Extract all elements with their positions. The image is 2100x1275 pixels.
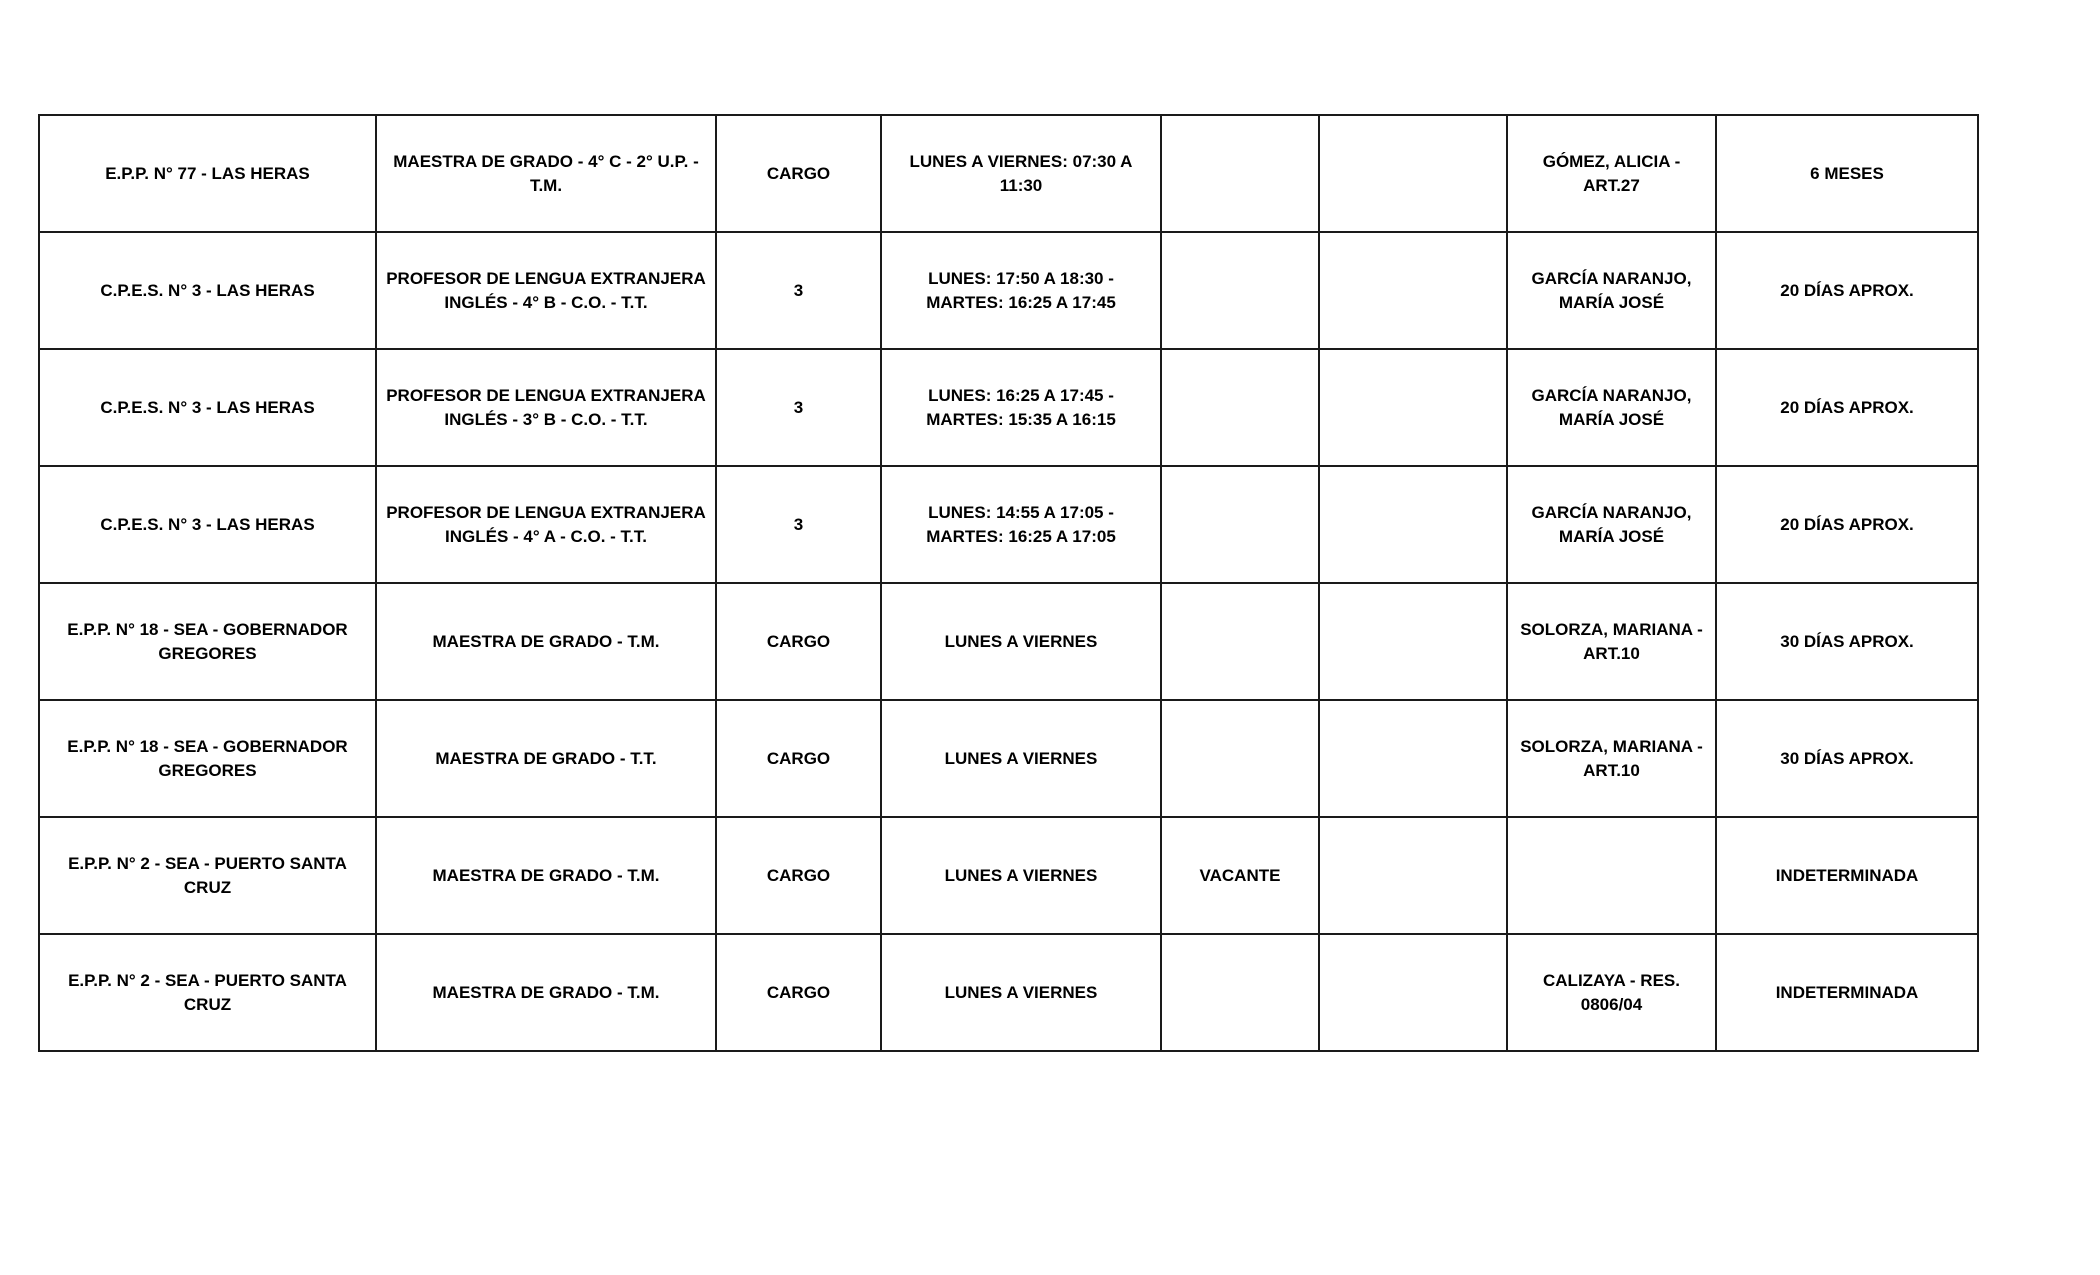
cell-hours: CARGO [716, 934, 881, 1051]
cell-holder: GARCÍA NARANJO, MARÍA JOSÉ [1507, 349, 1716, 466]
cell-hours: 3 [716, 232, 881, 349]
cell-school: E.P.P. N° 2 - SEA - PUERTO SANTA CRUZ [39, 817, 376, 934]
cell-empty [1319, 115, 1507, 232]
cell-schedule: LUNES A VIERNES [881, 817, 1161, 934]
cell-holder: GARCÍA NARANJO, MARÍA JOSÉ [1507, 232, 1716, 349]
cell-holder [1507, 817, 1716, 934]
cell-position: MAESTRA DE GRADO - T.M. [376, 817, 716, 934]
cell-hours: CARGO [716, 817, 881, 934]
cell-schedule: LUNES A VIERNES [881, 583, 1161, 700]
cell-empty [1319, 817, 1507, 934]
table-row [39, 115, 1978, 232]
cell-position: MAESTRA DE GRADO - T.M. [376, 934, 716, 1051]
cell-empty [1319, 232, 1507, 349]
table-row [39, 583, 1978, 700]
cell-empty [1319, 466, 1507, 583]
cell-school: E.P.P. N° 2 - SEA - PUERTO SANTA CRUZ [39, 934, 376, 1051]
cell-schedule: LUNES: 14:55 A 17:05 - MARTES: 16:25 A 17:05 [881, 466, 1161, 583]
cell-status [1161, 583, 1319, 700]
cell-hours: 3 [716, 349, 881, 466]
cell-duration: 20 DÍAS APROX. [1716, 349, 1978, 466]
cell-status [1161, 349, 1319, 466]
cell-status [1161, 700, 1319, 817]
cell-duration: 30 DÍAS APROX. [1716, 700, 1978, 817]
cell-duration: 20 DÍAS APROX. [1716, 232, 1978, 349]
cell-schedule: LUNES A VIERNES [881, 934, 1161, 1051]
table-row [39, 349, 1978, 466]
cell-duration: 20 DÍAS APROX. [1716, 466, 1978, 583]
cell-holder: GARCÍA NARANJO, MARÍA JOSÉ [1507, 466, 1716, 583]
cell-school: C.P.E.S. N° 3 - LAS HERAS [39, 466, 376, 583]
cell-empty [1319, 583, 1507, 700]
cell-status: VACANTE [1161, 817, 1319, 934]
cell-holder: SOLORZA, MARIANA - ART.10 [1507, 583, 1716, 700]
cell-empty [1319, 934, 1507, 1051]
cell-school: E.P.P. N° 18 - SEA - GOBERNADOR GREGORES [39, 583, 376, 700]
cell-hours: 3 [716, 466, 881, 583]
cell-status [1161, 934, 1319, 1051]
table-row [39, 466, 1978, 583]
cell-school: C.P.E.S. N° 3 - LAS HERAS [39, 232, 376, 349]
cell-holder: SOLORZA, MARIANA - ART.10 [1507, 700, 1716, 817]
cell-school: E.P.P. N° 18 - SEA - GOBERNADOR GREGORES [39, 700, 376, 817]
cell-empty [1319, 349, 1507, 466]
cell-schedule: LUNES A VIERNES: 07:30 A 11:30 [881, 115, 1161, 232]
table-row [39, 232, 1978, 349]
table-row [39, 817, 1978, 934]
cell-hours: CARGO [716, 115, 881, 232]
cell-status [1161, 115, 1319, 232]
table-row [39, 934, 1978, 1051]
cell-position: PROFESOR DE LENGUA EXTRANJERA INGLÉS - 3° B - C.O. - T.T. [376, 349, 716, 466]
cell-school: E.P.P. N° 77 - LAS HERAS [39, 115, 376, 232]
cell-hours: CARGO [716, 583, 881, 700]
cell-status [1161, 232, 1319, 349]
cell-status [1161, 466, 1319, 583]
cell-school: C.P.E.S. N° 3 - LAS HERAS [39, 349, 376, 466]
cell-holder: GÓMEZ, ALICIA - ART.27 [1507, 115, 1716, 232]
cell-schedule: LUNES A VIERNES [881, 700, 1161, 817]
cell-duration: 30 DÍAS APROX. [1716, 583, 1978, 700]
cell-hours: CARGO [716, 700, 881, 817]
cell-schedule: LUNES: 16:25 A 17:45 - MARTES: 15:35 A 16:15 [881, 349, 1161, 466]
cell-position: MAESTRA DE GRADO - T.M. [376, 583, 716, 700]
cell-position: MAESTRA DE GRADO - T.T. [376, 700, 716, 817]
cell-duration: INDETERMINADA [1716, 817, 1978, 934]
cell-duration: INDETERMINADA [1716, 934, 1978, 1051]
cell-empty [1319, 700, 1507, 817]
cell-position: PROFESOR DE LENGUA EXTRANJERA INGLÉS - 4° A - C.O. - T.T. [376, 466, 716, 583]
vacancy-table [38, 114, 1979, 1052]
cell-duration: 6 MESES [1716, 115, 1978, 232]
cell-position: MAESTRA DE GRADO - 4° C - 2° U.P. - T.M. [376, 115, 716, 232]
cell-position: PROFESOR DE LENGUA EXTRANJERA INGLÉS - 4° B - C.O. - T.T. [376, 232, 716, 349]
cell-schedule: LUNES: 17:50 A 18:30 - MARTES: 16:25 A 17:45 [881, 232, 1161, 349]
cell-holder: CALIZAYA - RES. 0806/04 [1507, 934, 1716, 1051]
table-row [39, 700, 1978, 817]
